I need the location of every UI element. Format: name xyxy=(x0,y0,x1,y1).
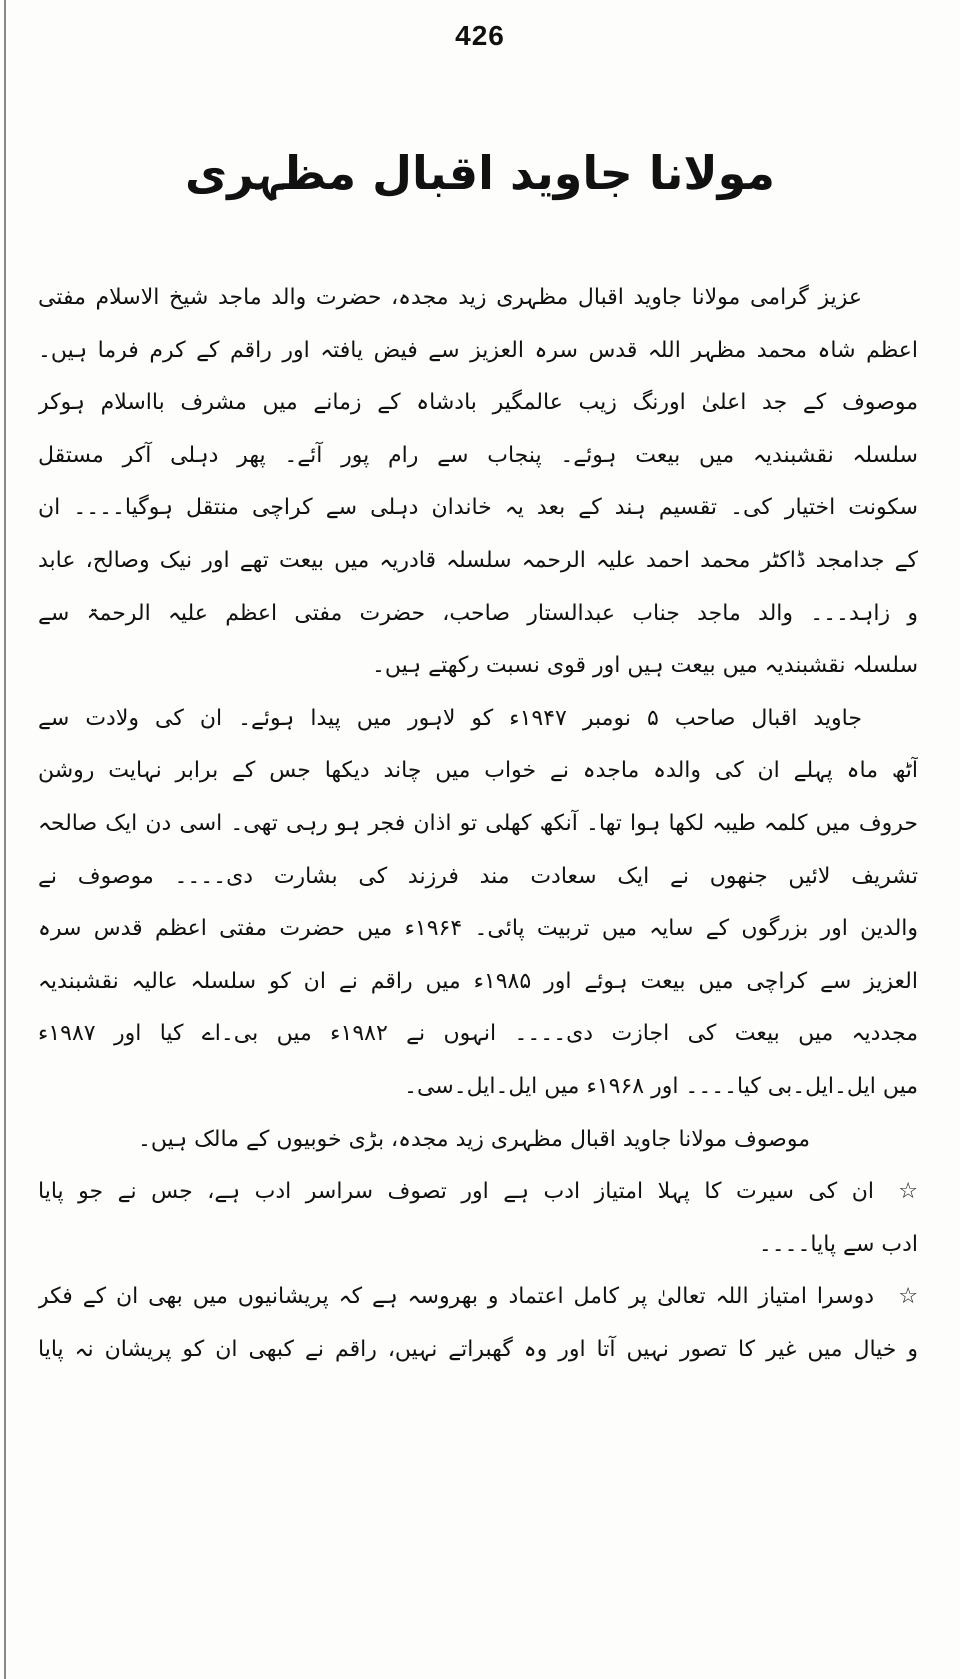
text-line: و خیال میں غیر کا تصور نہیں آتا اور وہ گھبراتے نہیں، راقم نے کبھی ان کو پریشان نہ پایا xyxy=(38,1336,918,1362)
text-line: موصوف مولانا جاوید اقبال مظہری زید مجدہ، بڑی خوبیوں کے مالک ہیں۔ xyxy=(137,1126,810,1152)
text-line: العزیز سے کراچی میں بیعت ہوئے اور ۱۹۸۵ء میں راقم نے ان کو سلسلہ عالیہ نقشبندیہ xyxy=(38,968,918,994)
text-line: موصوف کے جد اعلیٰ اورنگ زیب عالمگیر بادشاہ کے زمانے میں مشرف بااسلام ہوکر xyxy=(38,390,918,416)
chapter-body xyxy=(38,272,918,1376)
text-line: و زاہد۔۔۔ والد ماجد جناب عبدالستار صاحب، حضرت مفتی اعظم علیہ الرحمۃ سے xyxy=(38,600,918,626)
page-binding-edge xyxy=(4,0,6,1679)
page-number: 426 xyxy=(455,20,505,51)
text-line: ادب سے پایا۔۔۔۔ xyxy=(758,1231,918,1257)
star-bullet-icon: ☆ xyxy=(898,1284,918,1310)
text-line: کے جدامجد ڈاکٹر محمد احمد علیہ الرحمہ سلسلہ قادریہ میں بیعت تھے اور نیک وصالح، عابد xyxy=(38,547,918,573)
text-line: سلسلہ نقشبندیہ میں بیعت ہیں اور قوی نسبت رکھتے ہیں۔ xyxy=(372,653,918,679)
text-line: سکونت اختیار کی۔ تقسیم ہند کے بعد یہ خاندان دہلی سے کراچی منتقل ہوگیا۔۔۔۔ ان xyxy=(38,495,918,521)
text-line: دوسرا امتیاز اللہ تعالیٰ پر کامل اعتماد و بھروسہ ہے کہ پریشانیوں میں بھی ان کے فکر xyxy=(38,1284,874,1310)
paragraph-qualities xyxy=(38,1114,918,1167)
text-line: عزیز گرامی مولانا جاوید اقبال مظہری زید مجدہ، حضرت والد ماجد شیخ الاسلام مفتی xyxy=(38,285,862,310)
bullet-item xyxy=(38,1271,918,1376)
text-line: سلسلہ نقشبندیہ میں بیعت ہوئے۔ پنجاب سے رام پور آئے۔ پھر دہلی آکر مستقل xyxy=(38,442,918,468)
text-line: جاوید اقبال صاحب ۵ نومبر ۱۹۴۷ء کو لاہور میں پیدا ہوئے۔ ان کی ولادت سے xyxy=(38,705,862,731)
text-line: مجددیہ میں بیعت کی اجازت دی۔۔۔۔ انہوں نے ۱۹۸۲ء میں بی۔اے کیا اور ۱۹۸۷ء xyxy=(38,1021,918,1047)
text-line: حروف میں کلمہ طیبہ لکھا ہوا تھا۔ آنکھ کھلی تو اذان فجر ہو رہی تھی۔ اسی دن ایک صالحہ xyxy=(38,810,918,836)
text-line: آٹھ ماہ پہلے ان کی والدہ ماجدہ نے خواب میں چاند دیکھا جس کے برابر نہایت روشن xyxy=(38,758,918,784)
chapter-title: مولانا جاوید اقبال مظہری xyxy=(185,146,775,200)
text-line: والدین اور بزرگوں کے سایہ میں تربیت پائی۔ ۱۹۶۴ء میں حضرت مفتی اعظم قدس سرہ xyxy=(38,916,918,942)
text-line: میں ایل۔ایل۔بی کیا۔۔۔۔ اور ۱۹۶۸ء میں ایل۔ایل۔سی۔ xyxy=(404,1073,918,1099)
paragraph-birth xyxy=(38,693,918,1114)
text-line: اعظم شاہ محمد مظہر اللہ قدس سرہ العزیز سے فیض یافتہ اور راقم کے کرم فرما ہیں۔ xyxy=(38,337,918,363)
text-line: ان کی سیرت کا پہلا امتیاز ادب ہے اور تصوف سراسر ادب ہے، جس نے جو پایا xyxy=(38,1179,874,1205)
text-line: تشریف لائیں جنھوں نے ایک سعادت مند فرزند کی بشارت دی۔۔۔۔ موصوف نے xyxy=(38,863,918,889)
bullet-item xyxy=(38,1166,918,1271)
star-bullet-icon: ☆ xyxy=(898,1179,918,1205)
paragraph-intro xyxy=(38,272,918,693)
